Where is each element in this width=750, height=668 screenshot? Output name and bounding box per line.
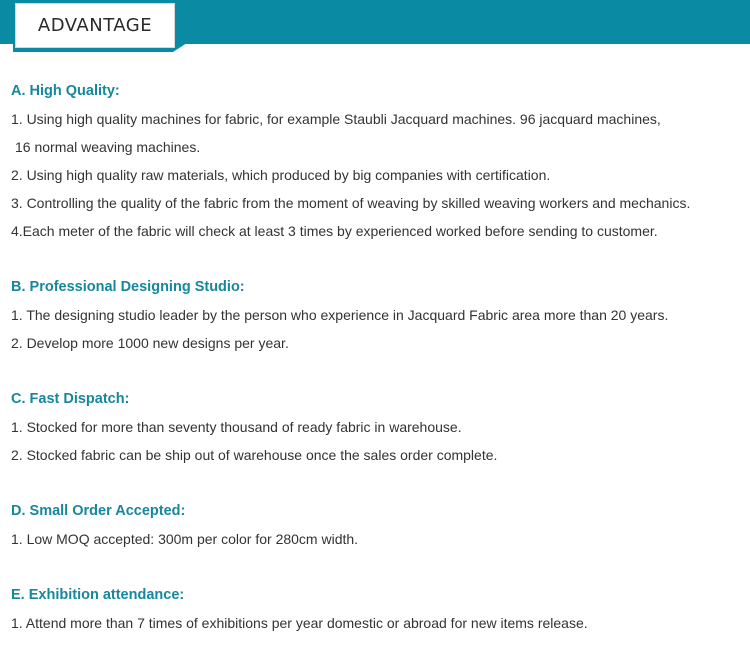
section-heading: C. Fast Dispatch: — [11, 391, 130, 407]
section-designing-studio — [11, 276, 750, 360]
page-title: ADVANTAGE — [37, 15, 153, 36]
list-item: 1. The designing studio leader by the person who experience in Jacquard Fabric area more than 20 years. — [11, 307, 669, 323]
list-item: 16 normal weaving machines. — [15, 139, 201, 155]
list-item: 1. Stocked for more than seventy thousand of ready fabric in warehouse. — [11, 419, 462, 435]
list-item: 1. Low MOQ accepted: 300m per color for 280cm width. — [11, 531, 359, 547]
section-high-quality — [11, 80, 750, 248]
section-heading: A. High Quality: — [11, 83, 120, 99]
list-item: 4.Each meter of the fabric will check at least 3 times by experienced worked before sending to customer. — [11, 223, 658, 239]
list-item: 1. Using high quality machines for fabric, for example Staubli Jacquard machines. 96 jacquard machines, — [11, 111, 661, 127]
section-heading: D. Small Order Accepted: — [11, 503, 186, 519]
list-item: 2. Using high quality raw materials, which produced by big companies with certification. — [11, 167, 551, 183]
header-tab — [15, 3, 175, 48]
section-exhibition — [11, 584, 750, 640]
advantage-content — [11, 80, 750, 668]
section-heading: E. Exhibition attendance: — [11, 587, 185, 603]
list-item: 1. Attend more than 7 times of exhibitions per year domestic or abroad for new items release. — [11, 615, 588, 631]
section-small-order — [11, 500, 750, 556]
list-item: 2. Stocked fabric can be ship out of warehouse once the sales order complete. — [11, 447, 498, 463]
list-item: 3. Controlling the quality of the fabric from the moment of weaving by skilled weaving workers and mechanics. — [11, 195, 691, 211]
section-fast-dispatch — [11, 388, 750, 472]
list-item: 2. Develop more 1000 new designs per year. — [11, 335, 289, 351]
section-heading: B. Professional Designing Studio: — [11, 279, 245, 295]
